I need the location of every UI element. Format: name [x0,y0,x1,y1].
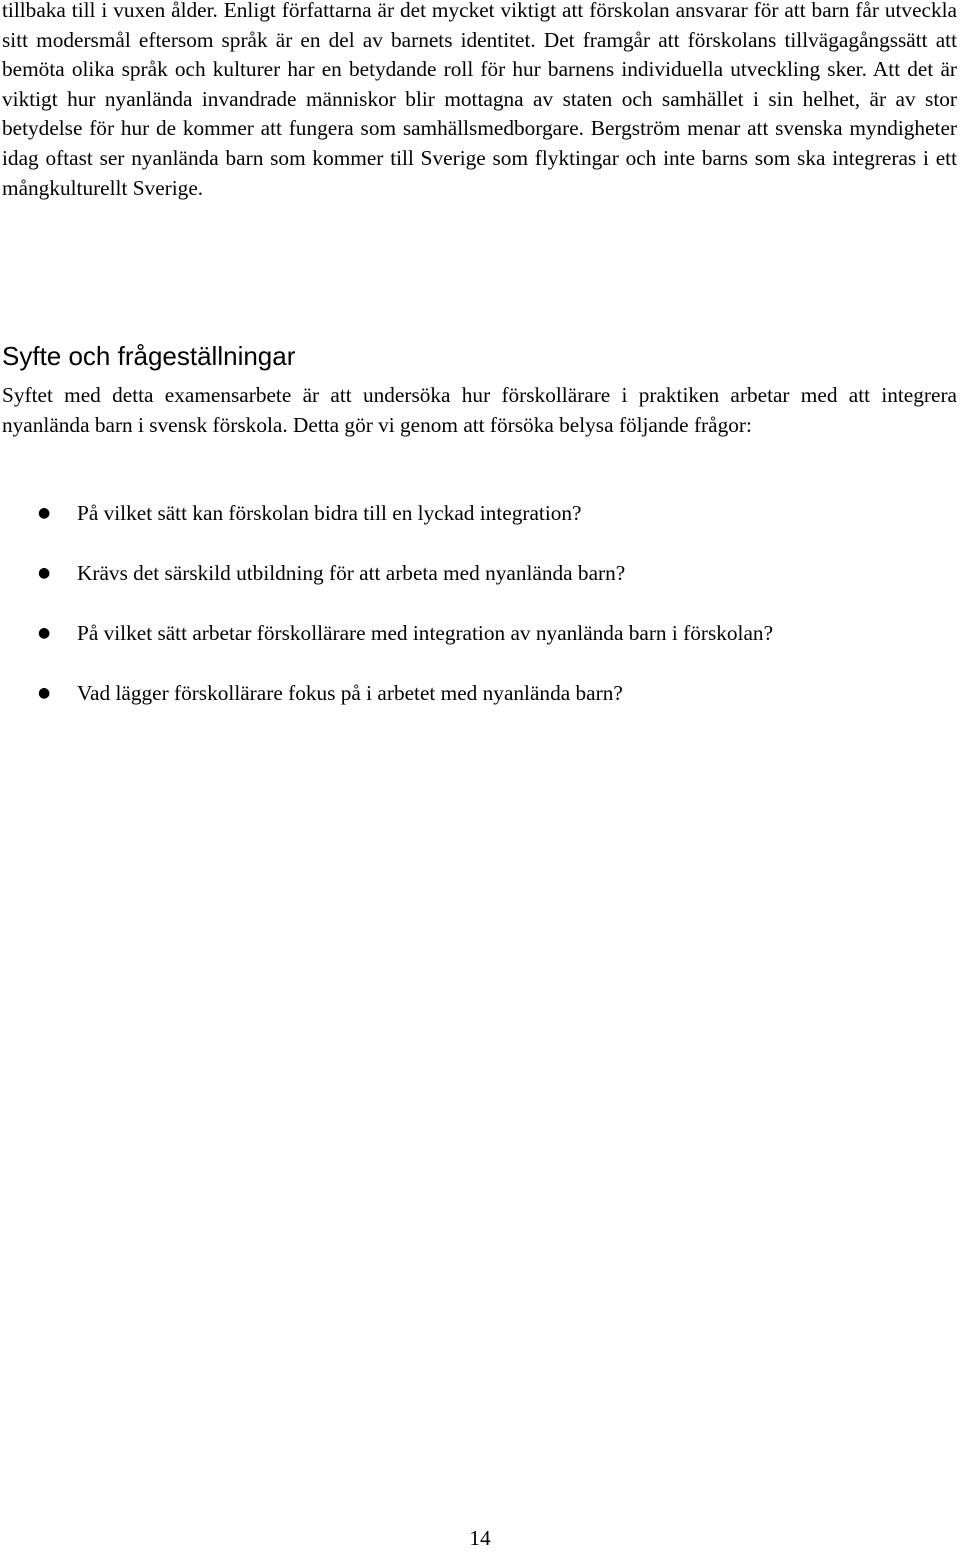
research-questions-list [0,499,960,739]
question-text: På vilket sätt kan förskolan bidra till en lyckad integration? [77,501,582,525]
bullet-icon: ● [38,625,51,641]
question-text: Vad lägger förskollärare fokus på i arbetet med nyanlända barn? [77,681,623,705]
body-paragraph-purpose: Syftet med detta examensarbete är att undersöka hur förskollärare i praktiken arbetar med att integrera nyanlända barn i svensk förskola. Detta gör vi genom att försöka belysa följande frågor: [2,383,957,437]
bullet-icon: ● [38,685,51,701]
page-number: 14 [469,1526,491,1550]
question-text: Krävs det särskild utbildning för att arbeta med nyanlända barn? [77,561,626,585]
section-heading: Syfte och frågeställningar [2,341,296,371]
list-item [0,619,960,679]
list-item [0,679,960,739]
list-item [0,499,960,559]
bullet-icon: ● [38,505,51,521]
bullet-icon: ● [38,565,51,581]
body-paragraph-intro: tillbaka till i vuxen ålder. Enligt författarna är det mycket viktigt att förskolan ansvarar för att barn får utveckla sitt modersmål eftersom språk är en del av barnets identitet. Det framgår att förskolans tillvägagångssätt att bemöta olika språk och kulturer har en betydande roll för hur barnens individuella utveckling sker. Att det är viktigt hur nyanlända invandrade människor blir mottagna av staten och samhället i sin helhet, är av stor betydelse för hur de kommer att fungera som samhällsmedborgare. Bergström menar att svenska myndigheter idag oftast ser nyanlända barn som kommer till Sverige som flyktingar och inte barns som ska integreras i ett mångkulturellt Sverige. [2,0,957,200]
list-item [0,559,960,619]
question-text: På vilket sätt arbetar förskollärare med integration av nyanlända barn i förskolan? [77,621,774,645]
